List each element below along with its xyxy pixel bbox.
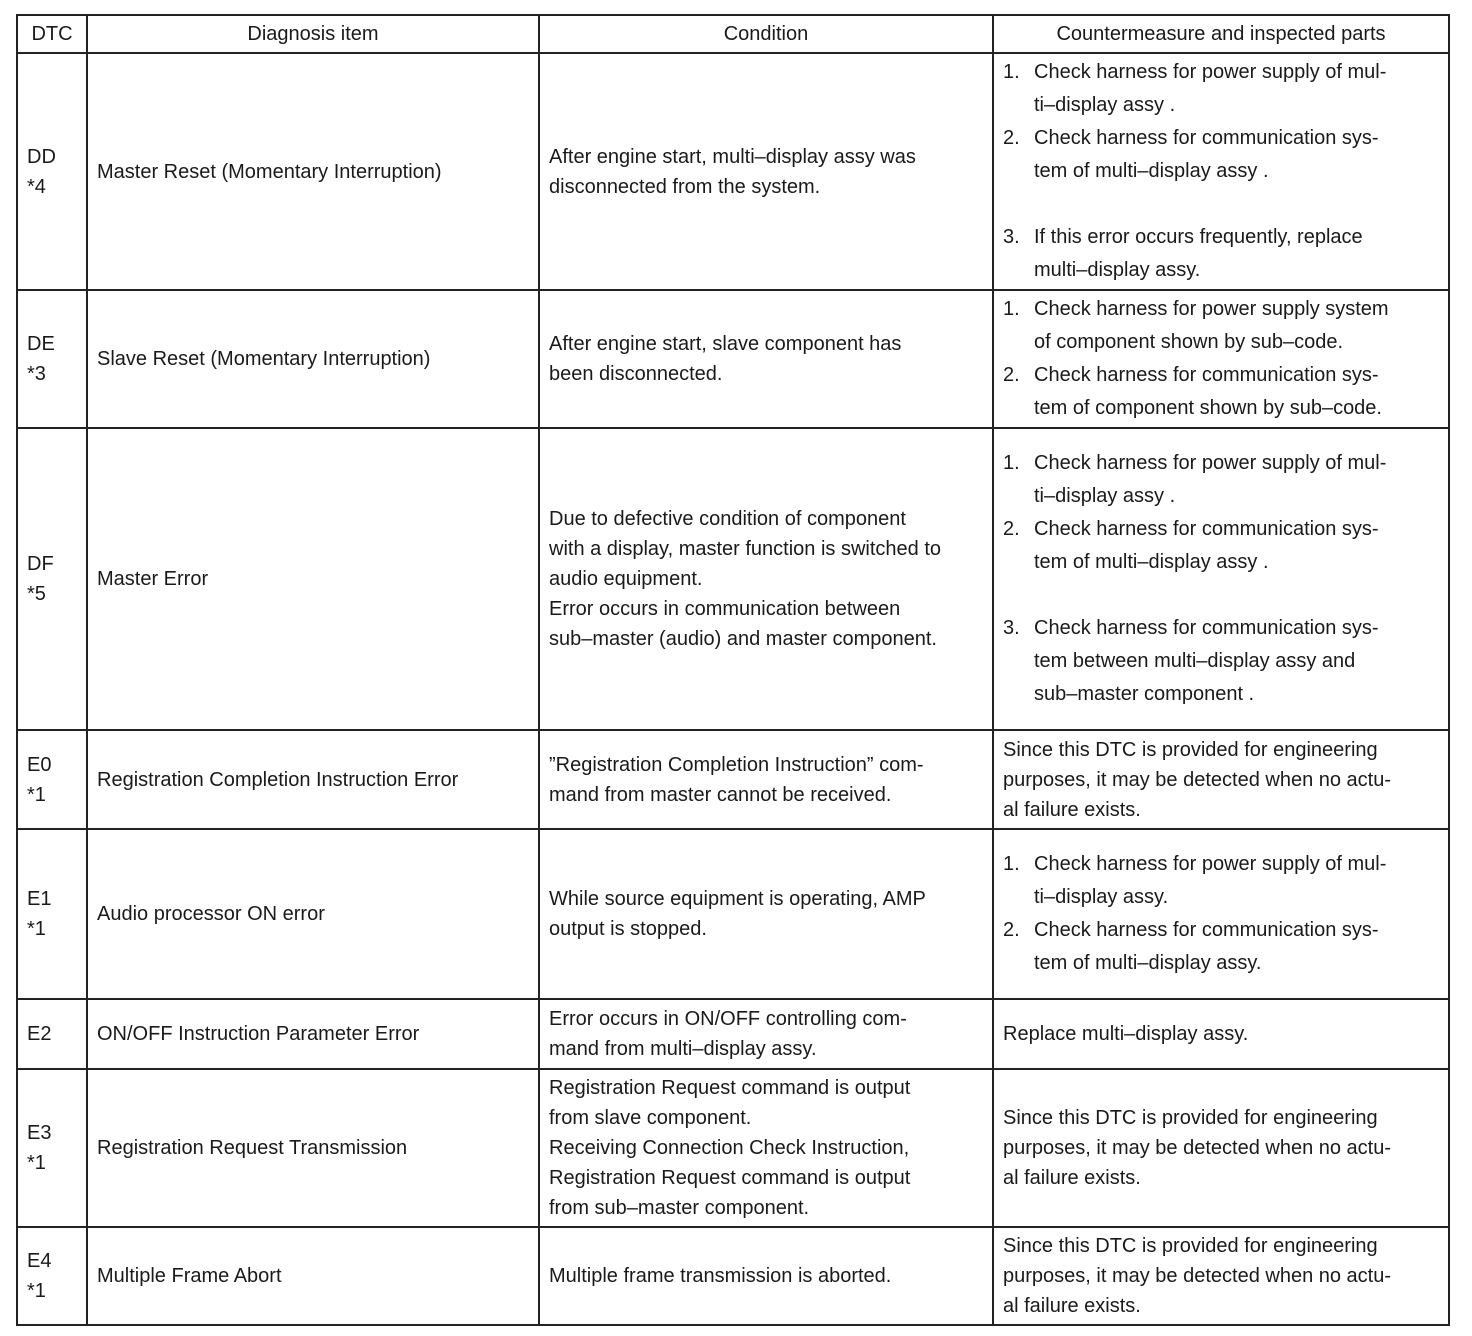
step-line: Check harness for communication sys-	[1034, 364, 1379, 386]
condition-cell	[539, 290, 993, 428]
table-row	[17, 829, 1449, 999]
condition-line: Receiving Connection Check Instruction,	[549, 1137, 910, 1159]
condition-line: disconnected from the system.	[549, 175, 821, 198]
step-line: tem of component shown by sub–code.	[1034, 397, 1382, 419]
countermeasure-cell	[993, 1227, 1449, 1325]
countermeasure-cell	[993, 999, 1449, 1069]
condition-line: While source equipment is operating, AMP	[549, 888, 926, 910]
step-line: ti–display assy.	[1034, 886, 1169, 908]
diagnosis-item: Registration Completion Instruction Error	[87, 730, 539, 829]
step-number: 2.	[1003, 127, 1020, 149]
countermeasure-cell	[993, 1069, 1449, 1227]
countermeasure-line: purposes, it may be detected when no actu-	[1003, 1265, 1392, 1287]
diagnosis-item: Audio processor ON error	[87, 829, 539, 999]
condition-cell	[539, 829, 993, 999]
step-number: 3.	[1003, 617, 1020, 639]
dtc-note: *1	[27, 918, 46, 940]
countermeasure-line: al failure exists.	[1003, 1167, 1141, 1189]
condition-line: Multiple frame transmission is aborted.	[549, 1265, 892, 1287]
diagnosis-item: Registration Request Transmission	[87, 1069, 539, 1227]
countermeasure-line: Since this DTC is provided for engineering	[1003, 1107, 1378, 1129]
dtc-table	[16, 14, 1450, 1326]
dtc-note: *1	[27, 1152, 46, 1174]
step-line: tem of multi–display assy .	[1034, 160, 1269, 182]
countermeasure-line: Replace multi–display assy.	[1003, 1023, 1249, 1045]
step-number: 3.	[1003, 226, 1020, 248]
dtc-note: *1	[27, 783, 46, 806]
step-number: 1.	[1003, 853, 1020, 875]
condition-line: from sub–master component.	[549, 1197, 810, 1219]
dtc-cell	[17, 1227, 87, 1325]
table-row	[17, 53, 1449, 290]
condition-line: mand from multi–display assy.	[549, 1038, 817, 1060]
dtc-note: *1	[27, 1280, 46, 1302]
step-number: 2.	[1003, 919, 1020, 941]
diagnosis-item: Master Reset (Momentary Interruption)	[87, 53, 539, 290]
table-row	[17, 428, 1449, 730]
countermeasure-steps	[1003, 56, 1439, 287]
table-row	[17, 999, 1449, 1069]
condition-line: sub–master (audio) and master component.	[549, 628, 937, 650]
condition-line: Registration Request command is output	[549, 1077, 911, 1099]
condition-cell	[539, 999, 993, 1069]
countermeasure-steps	[1003, 447, 1439, 711]
step-item	[1003, 122, 1439, 188]
condition-cell	[539, 53, 993, 290]
step-item	[1003, 612, 1439, 711]
step-line: tem between multi–display assy and	[1034, 650, 1356, 672]
dtc-cell	[17, 428, 87, 730]
condition-line: output is stopped.	[549, 918, 707, 940]
dtc-code: DD	[27, 145, 56, 168]
step-line: of component shown by sub–code.	[1034, 331, 1344, 353]
step-line: multi–display assy.	[1034, 259, 1201, 281]
countermeasure-line: Since this DTC is provided for engineering	[1003, 1235, 1378, 1257]
step-line: tem of multi–display assy.	[1034, 952, 1262, 974]
countermeasure-line: purposes, it may be detected when no actu-	[1003, 1137, 1392, 1159]
step-line: Check harness for power supply system	[1034, 298, 1389, 320]
countermeasure-cell	[993, 730, 1449, 829]
condition-line: been disconnected.	[549, 363, 723, 385]
step-number: 1.	[1003, 61, 1020, 83]
table-row	[17, 290, 1449, 428]
dtc-cell	[17, 1069, 87, 1227]
condition-line: After engine start, slave component has	[549, 333, 902, 355]
countermeasure-line: Since this DTC is provided for engineering	[1003, 738, 1378, 761]
dtc-code: E2	[27, 1023, 52, 1045]
header-condition: Condition	[539, 15, 993, 53]
dtc-cell	[17, 829, 87, 999]
header-dtc: DTC	[17, 15, 87, 53]
header-diagnosis-item: Diagnosis item	[87, 15, 539, 53]
step-item	[1003, 848, 1439, 914]
condition-line: Error occurs in ON/OFF controlling com-	[549, 1008, 907, 1030]
countermeasure-line: al failure exists.	[1003, 798, 1141, 821]
dtc-cell	[17, 730, 87, 829]
condition-cell	[539, 428, 993, 730]
condition-line: Due to defective condition of component	[549, 508, 906, 530]
diagnosis-item: Master Error	[87, 428, 539, 730]
step-item	[1003, 293, 1439, 359]
table-row	[17, 730, 1449, 829]
step-line: Check harness for communication sys-	[1034, 518, 1379, 540]
condition-line: Error occurs in communication between	[549, 598, 901, 620]
step-line: sub–master component .	[1034, 683, 1255, 705]
step-line: Check harness for communication sys-	[1034, 617, 1379, 639]
dtc-cell	[17, 290, 87, 428]
condition-line: audio equipment.	[549, 568, 703, 590]
step-line: Check harness for communication sys-	[1034, 127, 1379, 149]
step-item	[1003, 513, 1439, 579]
step-number: 1.	[1003, 298, 1020, 320]
countermeasure-line: purposes, it may be detected when no actu-	[1003, 768, 1392, 791]
condition-line: with a display, master function is switched to	[549, 538, 942, 560]
diagnosis-item: ON/OFF Instruction Parameter Error	[87, 999, 539, 1069]
step-number: 2.	[1003, 364, 1020, 386]
diagnosis-item: Multiple Frame Abort	[87, 1227, 539, 1325]
dtc-note: *5	[27, 583, 46, 605]
dtc-code: E3	[27, 1122, 52, 1144]
step-number: 1.	[1003, 452, 1020, 474]
condition-cell	[539, 730, 993, 829]
step-item	[1003, 447, 1439, 513]
dtc-code: DE	[27, 333, 55, 355]
table-row	[17, 1069, 1449, 1227]
step-item	[1003, 56, 1439, 122]
countermeasure-cell	[993, 290, 1449, 428]
condition-line: After engine start, multi–display assy was	[549, 145, 916, 168]
step-line: Check harness for communication sys-	[1034, 919, 1379, 941]
step-item	[1003, 221, 1439, 287]
dtc-note: *3	[27, 363, 46, 385]
countermeasure-cell	[993, 428, 1449, 730]
step-item	[1003, 914, 1439, 980]
dtc-cell	[17, 53, 87, 290]
step-line: ti–display assy .	[1034, 94, 1176, 116]
condition-cell	[539, 1227, 993, 1325]
countermeasure-cell	[993, 829, 1449, 999]
condition-line: mand from master cannot be received.	[549, 783, 892, 806]
condition-cell	[539, 1069, 993, 1227]
countermeasure-line: al failure exists.	[1003, 1295, 1141, 1317]
step-line: Check harness for power supply of mul-	[1034, 452, 1387, 474]
dtc-code: E1	[27, 888, 52, 910]
step-line: Check harness for power supply of mul-	[1034, 61, 1387, 83]
step-item	[1003, 359, 1439, 425]
diagnosis-item: Slave Reset (Momentary Interruption)	[87, 290, 539, 428]
step-line: If this error occurs frequently, replace	[1034, 226, 1363, 248]
countermeasure-cell	[993, 53, 1449, 290]
condition-line: ”Registration Completion Instruction” com-	[549, 753, 924, 776]
countermeasure-steps	[1003, 293, 1439, 425]
dtc-code: E4	[27, 1250, 52, 1272]
dtc-code: DF	[27, 553, 54, 575]
countermeasure-steps	[1003, 848, 1439, 980]
dtc-cell	[17, 999, 87, 1069]
dtc-note: *4	[27, 175, 46, 198]
dtc-code: E0	[27, 753, 52, 776]
header-row	[17, 15, 1449, 53]
table-row	[17, 1227, 1449, 1325]
condition-line: Registration Request command is output	[549, 1167, 911, 1189]
step-line: Check harness for power supply of mul-	[1034, 853, 1387, 875]
step-line: ti–display assy .	[1034, 485, 1176, 507]
step-number: 2.	[1003, 518, 1020, 540]
condition-line: from slave component.	[549, 1107, 752, 1129]
step-line: tem of multi–display assy .	[1034, 551, 1269, 573]
header-countermeasure: Countermeasure and inspected parts	[993, 15, 1449, 53]
